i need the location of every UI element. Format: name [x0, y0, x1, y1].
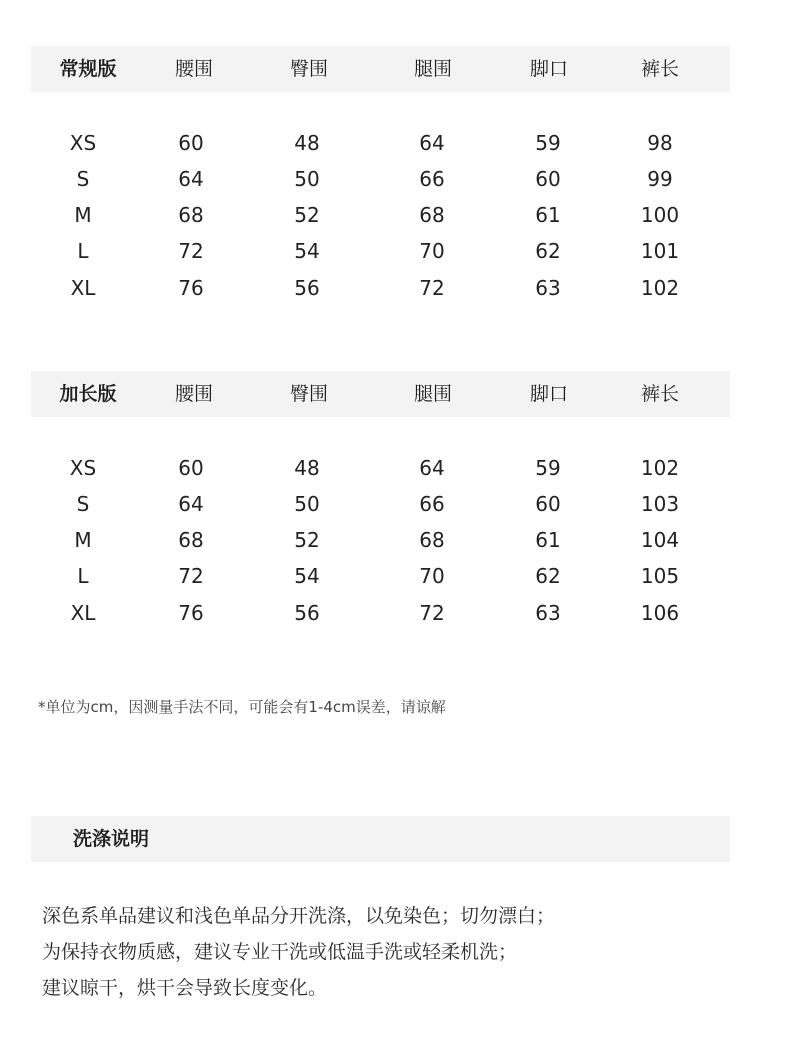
table-header-cell: 常规版 — [59, 58, 117, 80]
table-cell: L — [77, 564, 89, 588]
table-row — [0, 522, 790, 558]
table-cell: 60 — [535, 492, 561, 516]
table-row — [0, 197, 790, 233]
table-cell: 106 — [640, 601, 680, 625]
table-row — [0, 558, 790, 594]
table-cell: XL — [70, 601, 96, 625]
table-cell: XL — [70, 276, 96, 300]
table-cell: XS — [69, 131, 97, 155]
table-cell: 56 — [294, 601, 320, 625]
table-cell: 70 — [419, 564, 445, 588]
table-cell: 63 — [535, 601, 561, 625]
washing-instructions — [42, 898, 555, 1006]
table-cell: 54 — [294, 564, 320, 588]
table-cell: 98 — [647, 131, 673, 155]
washing-line: 深色系单品建议和浅色单品分开洗涤，以免染色；切勿漂白； — [42, 905, 556, 927]
table-cell: 76 — [178, 276, 204, 300]
table-row — [0, 486, 790, 522]
table-cell: 52 — [294, 203, 320, 227]
table-cell: 64 — [178, 167, 204, 191]
table-cell: 60 — [178, 131, 204, 155]
table-cell: 76 — [178, 601, 204, 625]
table-cell: 60 — [535, 167, 561, 191]
table-header-cell: 加长版 — [59, 383, 117, 405]
table-cell: 48 — [294, 131, 320, 155]
table-cell: 61 — [535, 203, 561, 227]
long-size-table-header — [31, 371, 730, 417]
table-cell: 64 — [419, 131, 445, 155]
table-cell: 63 — [535, 276, 561, 300]
table-header-cell: 裤长 — [640, 383, 679, 405]
table-row — [0, 125, 790, 161]
table-cell: 72 — [419, 276, 445, 300]
table-cell: 99 — [647, 167, 673, 191]
table-cell: 100 — [640, 203, 680, 227]
table-row — [0, 161, 790, 197]
table-header-cell: 臀围 — [289, 383, 328, 405]
table-cell: 103 — [640, 492, 680, 516]
table-cell: 56 — [294, 276, 320, 300]
table-cell: 66 — [419, 167, 445, 191]
regular-size-table-header — [31, 46, 730, 92]
table-cell: L — [77, 239, 89, 263]
table-cell: 101 — [640, 239, 680, 263]
table-cell: 54 — [294, 239, 320, 263]
table-cell: 48 — [294, 456, 320, 480]
table-cell: 70 — [419, 239, 445, 263]
table-cell: 50 — [294, 167, 320, 191]
table-cell: 50 — [294, 492, 320, 516]
washing-header — [31, 816, 730, 862]
table-cell: 62 — [535, 564, 561, 588]
measurement-note: *单位为cm，因测量手法不同，可能会有1-4cm误差，请谅解 — [38, 698, 446, 716]
table-cell: S — [76, 492, 90, 516]
table-cell: 66 — [419, 492, 445, 516]
table-cell: 72 — [178, 239, 204, 263]
table-cell: XS — [69, 456, 97, 480]
table-header-cell: 裤长 — [640, 58, 679, 80]
table-header-cell: 脚口 — [529, 58, 568, 80]
washing-title: 洗涤说明 — [73, 828, 150, 850]
table-cell: 68 — [178, 528, 204, 552]
table-cell: 62 — [535, 239, 561, 263]
table-cell: 104 — [640, 528, 680, 552]
table-cell: 68 — [419, 528, 445, 552]
table-cell: 72 — [178, 564, 204, 588]
table-cell: 64 — [178, 492, 204, 516]
table-header-cell: 腿围 — [413, 383, 452, 405]
table-header-cell: 腿围 — [413, 58, 452, 80]
table-cell: 59 — [535, 131, 561, 155]
table-row — [0, 270, 790, 306]
table-header-cell: 臀围 — [289, 58, 328, 80]
table-cell: 60 — [178, 456, 204, 480]
table-row — [0, 450, 790, 486]
table-cell: 68 — [419, 203, 445, 227]
table-header-cell: 腰围 — [174, 58, 213, 80]
table-header-cell: 脚口 — [529, 383, 568, 405]
washing-line: 建议晾干，烘干会导致长度变化。 — [42, 977, 328, 999]
table-cell: 61 — [535, 528, 561, 552]
table-row — [0, 595, 790, 631]
table-cell: 59 — [535, 456, 561, 480]
table-header-cell: 腰围 — [174, 383, 213, 405]
washing-line: 为保持衣物质感，建议专业干洗或低温手洗或轻柔机洗； — [42, 941, 518, 963]
table-cell: 52 — [294, 528, 320, 552]
table-cell: 105 — [640, 564, 680, 588]
table-cell: M — [74, 203, 92, 227]
table-row — [0, 233, 790, 269]
table-cell: 102 — [640, 276, 680, 300]
table-cell: M — [74, 528, 92, 552]
table-cell: 64 — [419, 456, 445, 480]
table-cell: 68 — [178, 203, 204, 227]
table-cell: S — [76, 167, 90, 191]
table-cell: 72 — [419, 601, 445, 625]
table-cell: 102 — [640, 456, 680, 480]
